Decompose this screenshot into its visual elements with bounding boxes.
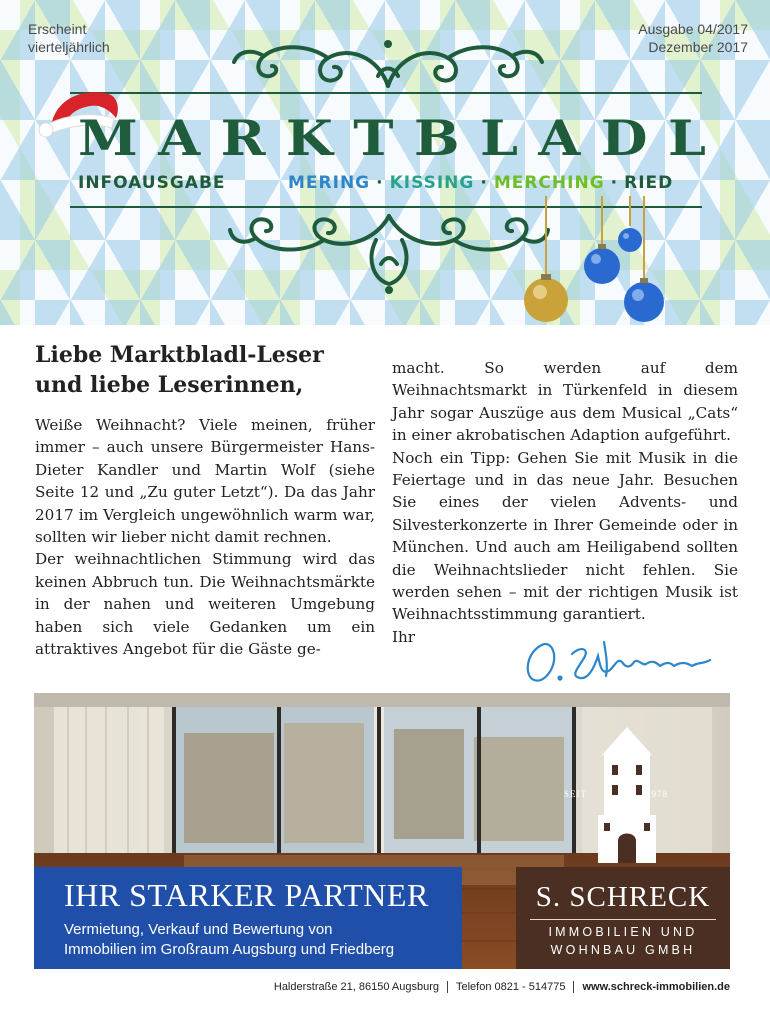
masthead-header	[0, 0, 770, 325]
town-merching: MERCHING	[493, 173, 605, 193]
masthead-letter: M	[78, 109, 140, 167]
issue-number: Ausgabe 04/2017	[638, 21, 748, 37]
masthead-letter: D	[600, 109, 650, 167]
letter-right-column	[392, 357, 738, 648]
brand-line-1: IMMOBILIEN UND	[548, 925, 698, 939]
founded-label: SEIT	[564, 789, 587, 799]
publication-frequency	[28, 20, 110, 56]
letter-left-column	[35, 340, 375, 660]
letter-headline: Liebe Marktbladl-Leser und liebe Leserinnen,	[35, 342, 324, 398]
masthead-letter: T	[353, 109, 396, 167]
masthead-letter: B	[413, 109, 462, 167]
masthead-letter: A	[538, 109, 583, 167]
town-list	[288, 173, 673, 193]
town-separator: ·	[610, 173, 619, 193]
masthead-letter: L	[479, 109, 520, 167]
town-kissing: KISSING	[389, 173, 475, 193]
masthead-subline	[78, 173, 708, 195]
brand-name: S. SCHRECK	[535, 881, 711, 913]
signature-image	[520, 632, 720, 692]
ad-website-link[interactable]: www.schreck-immobilien.de	[582, 981, 730, 993]
top-scroll-ornament	[228, 36, 550, 92]
issue-date: Dezember 2017	[648, 39, 748, 55]
letter-paragraph: macht. So werden auf dem Weihnachtsmarkt in Türkenfeld in diesem Jahr sogar Auszüge aus dem Musical „Cats“ in einer akrobatischen Adaption aufgeführt.	[392, 359, 738, 445]
advertisement-banner[interactable]	[34, 693, 730, 969]
ad-brand-panel	[516, 867, 730, 969]
christmas-baubles-icon	[516, 196, 676, 325]
masthead-letter: A	[158, 109, 203, 167]
ad-slogan-panel	[34, 867, 462, 969]
town-separator: ·	[376, 173, 384, 193]
masthead-title	[78, 108, 708, 168]
ad-address: Halderstraße 21, 86150 Augsburg	[273, 981, 439, 993]
town-separator: ·	[480, 173, 488, 193]
letter-paragraph: Weiße Weihnacht? Viele meinen, früher immer – auch unsere Bürgermeister Hans-Dieter Kandler und Martin Wolf (siehe Seite 12 und „Zu guter Letzt“). Da das Jahr 2017 im Vergleich ungewöhnlich warm war, sollten wir lieber nicht damit rechnen.	[35, 416, 375, 547]
letter-paragraph: Noch ein Tipp: Gehen Sie mit Musik in die Feiertage und in das neue Jahr. Besuchen Sie eines der vielen Advents- und Silvesterkonzerte in Ihrer Gemeinde oder in München. Und auch am Heiligabend sollten die Weihnachtslieder nicht fehlen. Sie werden sehen – mit der richtigen Musik ist Weihnachtsstimmung garantiert.	[392, 448, 738, 624]
ad-slogan-line-1: Vermietung, Verkauf und Bewertung von	[64, 921, 333, 938]
town-mering: MERING	[288, 173, 371, 193]
ad-contact-bar	[232, 976, 730, 998]
issue-info	[638, 20, 748, 56]
masthead-letter: R	[220, 109, 268, 167]
infoausgabe-label: INFOAUSGABE	[78, 173, 226, 193]
ad-slogan-line-2: Immobilien im Großraum Augsburg und Friedberg	[64, 941, 395, 958]
frequency-line-2: vierteljährlich	[28, 39, 110, 55]
town-ried: RIED	[624, 173, 674, 193]
letter-closing: Ihr	[392, 627, 416, 646]
founded-year: 1978	[646, 789, 668, 799]
frequency-line-1: Erscheint	[28, 21, 87, 37]
masthead-top-rule	[70, 92, 702, 94]
ad-slogan-title: IHR STARKER PARTNER	[64, 877, 429, 913]
ad-phone: Telefon 0821 - 514775	[455, 981, 566, 993]
letter-paragraph: Der weihnachtlichen Stimmung wird das keinen Abbruch tun. Die Weihnachtsmärkte in der nahen und weiteren Umgebung haben sich viele Gedanken um ein attraktives Angebot für die Gäste ge-	[35, 550, 375, 659]
bottom-scroll-ornament	[226, 210, 552, 296]
masthead-letter: L	[668, 109, 708, 167]
brand-divider	[530, 919, 716, 920]
brand-line-2: WOHNBAU GMBH	[550, 943, 696, 957]
contact-divider	[447, 981, 448, 993]
contact-divider	[573, 981, 574, 993]
masthead-letter: K	[285, 109, 335, 167]
